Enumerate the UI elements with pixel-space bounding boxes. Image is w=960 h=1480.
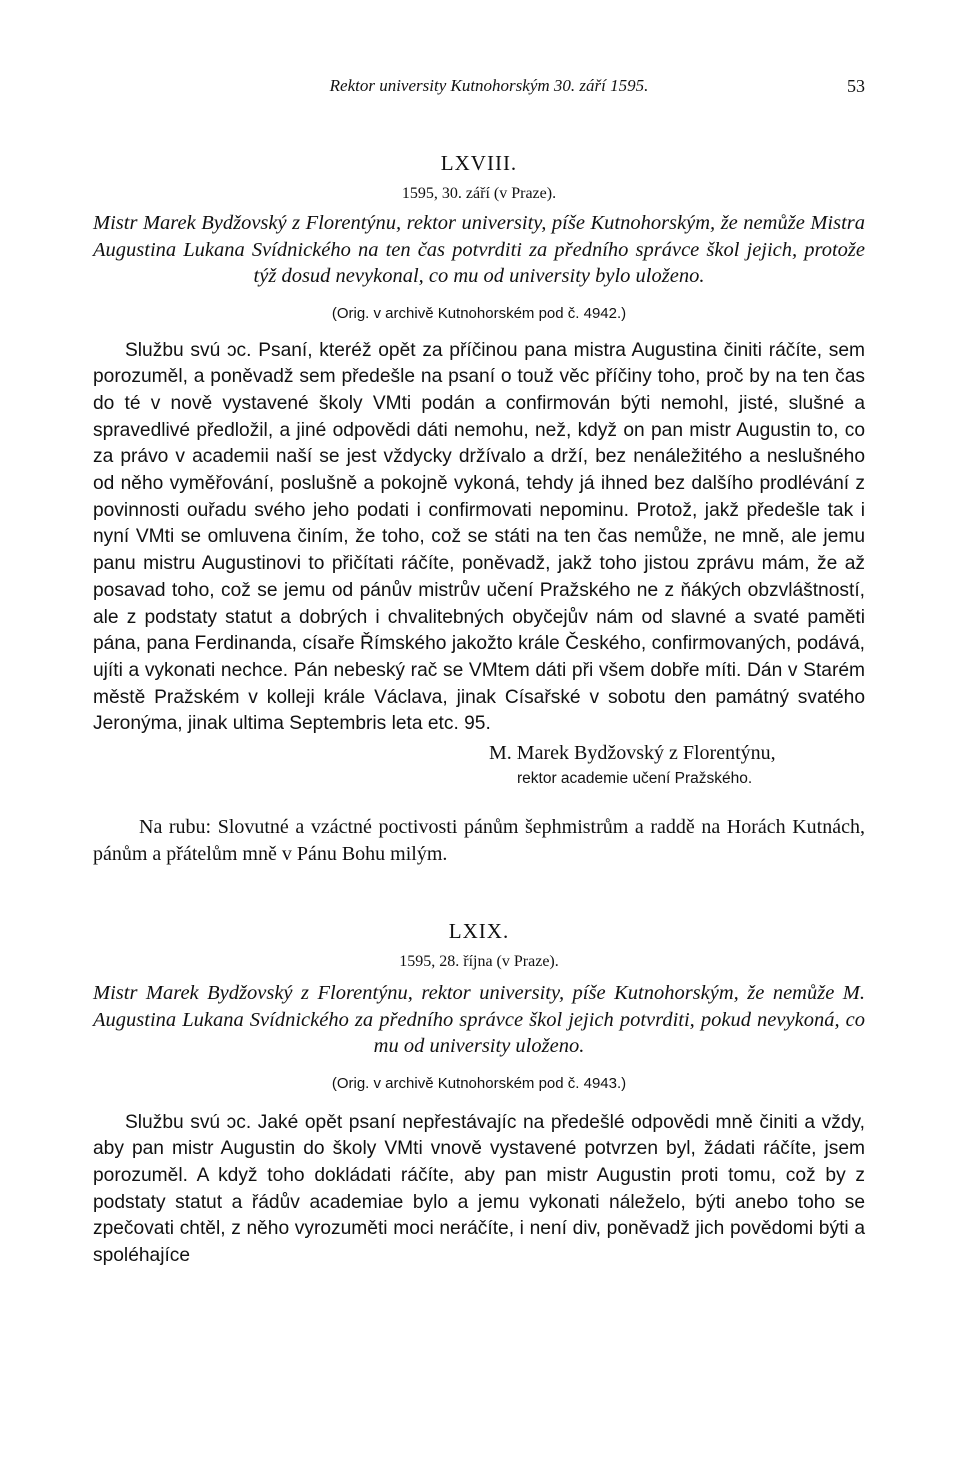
running-title: Rektor university Kutnohorským 30. září 1595.: [329, 76, 649, 95]
document-number: LXIX.: [448, 919, 510, 944]
document-text: Službu svú ↄc. Jaké opět psaní nepřestávajíc na předešlé odpovědi mně činiti a vždy, aby pan mistr Augustin do školy VMti vnově vystavené potvrzen byl, žádati ráčíte, jsem porozuměl. A když toho dokládati ráčíte, aby pan mistr Augustin proti tomu, což by z podstaty statut a řádův academiae bylo a jemu vykonati náleželo, býti anebo toho se zpečovati chtěl, z něho vyrozuměti moci neráčíte, i není div, poněvadž jich povědomi býti a spoléhajíce: [93, 1111, 865, 1267]
document-lxix: [93, 918, 865, 1270]
running-header: [93, 76, 865, 106]
document-source: (Orig. v archivě Kutnohorském pod č. 4942.): [331, 304, 627, 322]
endorsement: Na rubu: Slovutné a vzáctné poctivosti pánům šephmistrům a raddě na Horách Kutnách, pánům a přátelům mně v Pánu Bohu milým.: [93, 816, 865, 866]
page-number: 53: [847, 76, 865, 96]
document-regest: Mistr Marek Bydžovský z Florentýnu, rektor university, píše Kutnohorským, že nemůže Mistra Augustina Lukana Svídnického na ten čas potvrditi za předního správce škol jejich, protože týž dosud nevykonal, co mu od university bylo uloženo.: [93, 212, 865, 287]
signature: M. Marek Bydžovský z Florentýnu,: [489, 742, 776, 765]
document-date: 1595, 30. září (v Praze).: [401, 185, 557, 202]
document-text: Službu svú ↄc. Psaní, kteréž opět za příčinou pana mistra Augustina činiti ráčíte, sem porozuměl, a poněvadž sem předešle na psaní o touž věc příčiny toho, proč by na ten čas do té v nově vystavené školy VMti podán a confirmován býti nemohl, jisté, slušné a spravedlivé předložil, a jiné odpovědi dáti nemohu, než, když on pan mistr Augustin to, co za právo v academii naší se jest vždycky držívalo a drží, bez nenáležitého a neslušného od něho vyměřování, poslušně a pokojně vykoná, tehdy já ihned bez dalšího prodlévání z povinnosti ouřadu svého jeho podati i confirmovati nepominu. Protož, jakž předešle tak i nyní VMti se omluvena činím, že toho, což se státi na ten čas nemůže, ne mně, ale jemu panu mistru Augustinovi to přičítati ráčíte, poněvadž, jakž toho jistou zprávu mám, že až posavad toho, což se jemu od pánův mistrův učení Pražského ne z ňákých obzvláštností, ale z podstaty statut a dobrých i chvalitebných obyčejův nám od slavné a svaté paměti pána, pana Ferdinanda, císaře Římského jakožto krále Českého, confirmovaných, podává, ujíti a vykonati nechce. Pán nebeský rač se VMtem dáti při všem dobře míti. Dán v Starém městě Pražském v kolleji krále Václava, jinak Císařské v sobotu den památný svatého Jeronýma, jinak ultima Septembris leta etc. 95.: [93, 339, 865, 735]
document-lxviii: [93, 150, 865, 868]
document-date: 1595, 28. října (v Praze).: [399, 953, 559, 971]
document-source: (Orig. v archivě Kutnohorském pod č. 4943.): [331, 1074, 627, 1092]
document-number: LXVIII.: [440, 151, 518, 175]
document-regest: Mistr Marek Bydžovský z Florentýnu, rektor university, píše Kutnohorským, že nemůže M. Augustina Lukana Svídnického za předního správce škol jejich potvrditi, pokud nevykoná, co mu od university uloženo.: [93, 982, 865, 1058]
signature-title: rektor academie učení Pražského.: [517, 770, 753, 788]
